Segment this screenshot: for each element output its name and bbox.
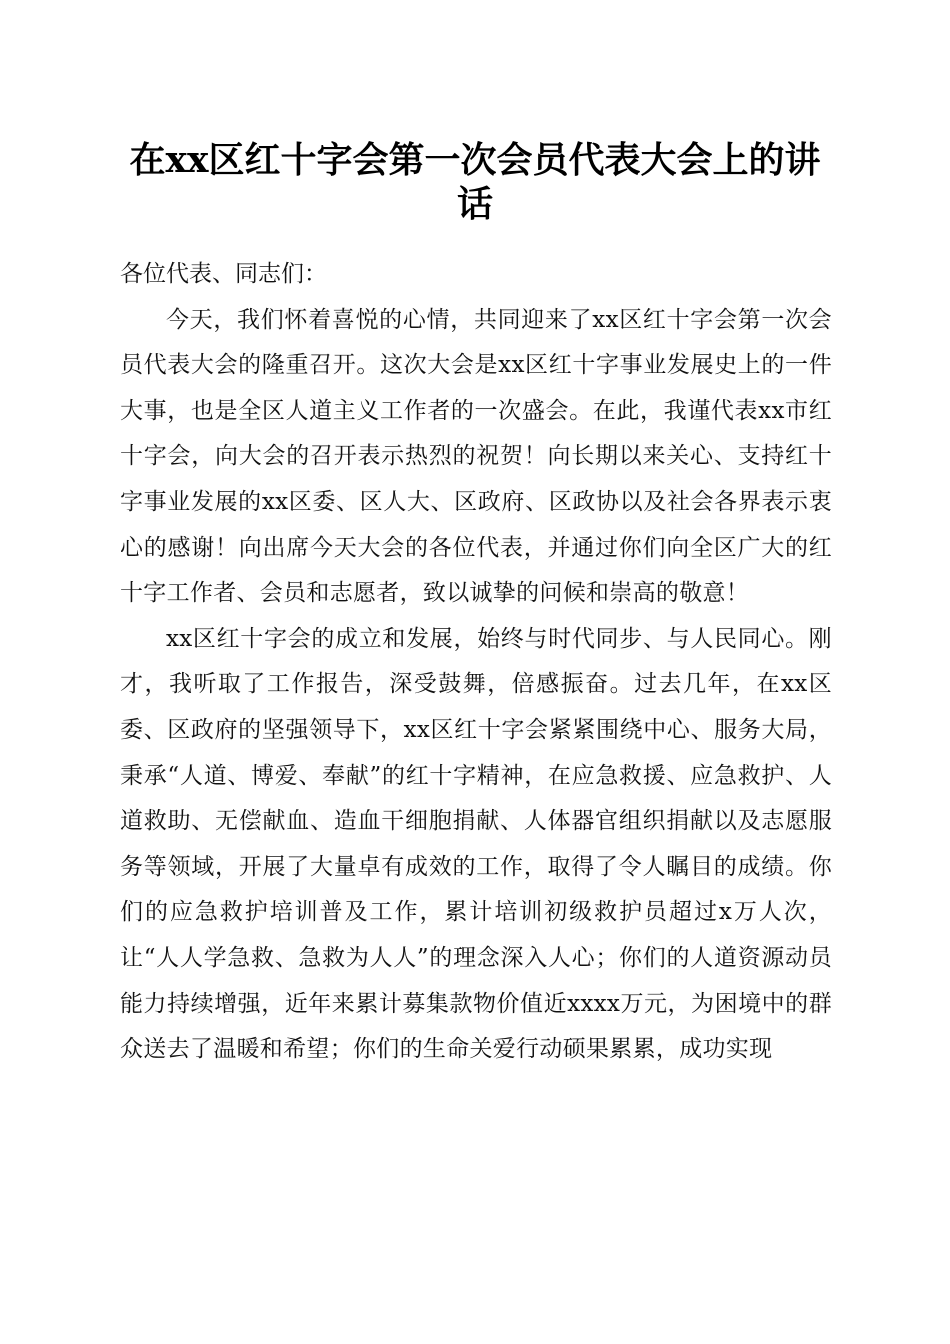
paragraph-1: 今天，我们怀着喜悦的心情，共同迎来了xx区红十字会第一次会员代表大会的隆重召开。这次大会是xx区红十字事业发展史上的一件大事，也是全区人道主义工作者的一次盛会。在此，我谨代表xx市红十字会，向大会的召开表示热烈的祝贺！向长期以来关心、支持红十字事业发展的xx区委、区人大、区政府、区政协以及社会各界表示衷心的感谢！向出席今天大会的各位代表，并通过你们向全区广大的红十字工作者、会员和志愿者，致以诚挚的问候和崇高的敬意！ <box>120 306 832 607</box>
paragraph-2: xx区红十字会的成立和发展，始终与时代同步、与人民同心。刚才，我听取了工作报告，深受鼓舞，倍感振奋。过去几年，在xx区委、区政府的坚强领导下，xx区红十字会紧紧围绕中心、服务大局，秉承“人道、博爱、奉献”的红十字精神，在应急救援、应急救护、人道救助、无偿献血、造血干细胞捐献、人体器官组织捐献以及志愿服务等领域，开展了大量卓有成效的工作，取得了令人瞩目的成绩。你们的应急救护培训普及工作，累计培训初级救护员超过x万人次，让“人人学急救、急救为人人”的理念深入人心；你们的人道资源动员能力持续增强，近年来累计募集款物价值近xxxx万元，为困境中的群众送去了温暖和希望；你们的生命关爱行动硕果累累，成功实现 <box>120 625 832 1063</box>
document-body <box>120 252 832 1073</box>
document-title: 在xx区红十字会第一次会员代表大会上的讲话 <box>129 139 821 225</box>
salutation: 各位代表、同志们： <box>120 261 327 287</box>
